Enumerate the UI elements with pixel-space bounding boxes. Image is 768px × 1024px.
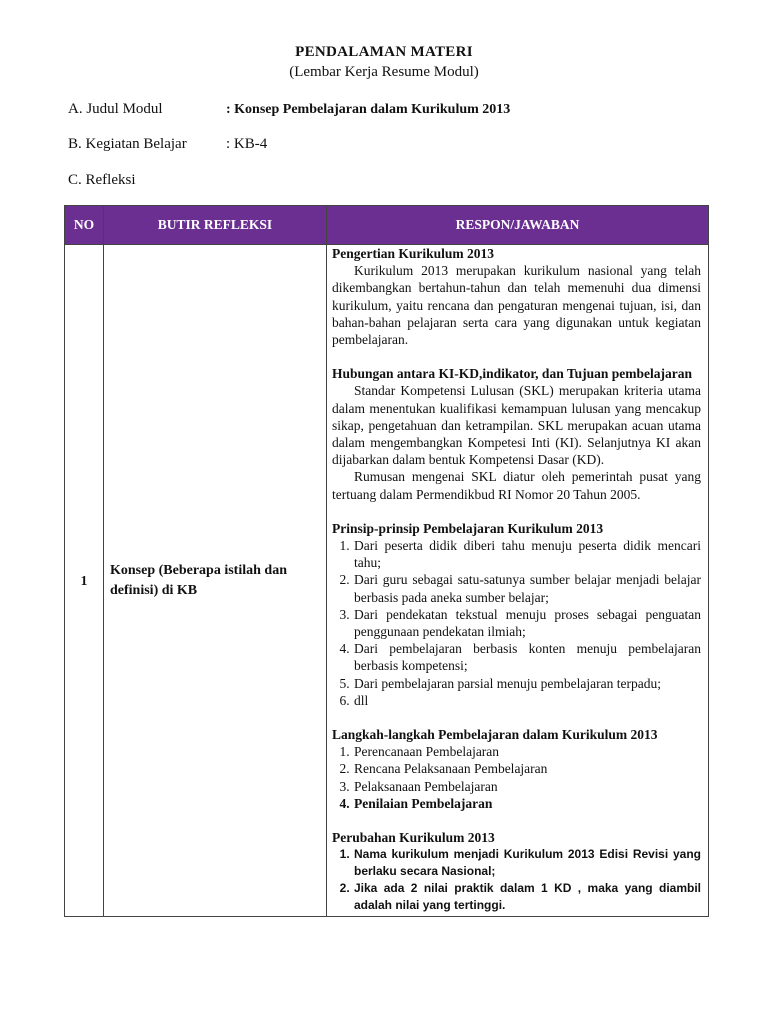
judul-value: : Konsep Pembelajaran dalam Kurikulum 2013 (226, 102, 511, 117)
table-header-row (65, 206, 709, 245)
section-title-hubungan: Hubungan antara KI-KD,indikator, dan Tujuan pembelajaran (332, 366, 692, 382)
perubahan-list (332, 846, 701, 914)
judul-label: A. Judul Modul (68, 101, 163, 117)
list-item: 4. Penilaian Pembelajaran (353, 795, 701, 812)
header-no: NO (65, 206, 104, 245)
list-item: 4. Dari pembelajaran berbasis konten menuju pembelajaran berbasis kompetensi; (353, 640, 701, 674)
page-title: PENDALAMAN MATERI (295, 44, 473, 60)
butir-refleksi-cell: Konsep (Beberapa istilah dan definisi) di KB (104, 245, 327, 917)
list-item: 5. Dari pembelajaran parsial menuju pembelajaran terpadu; (353, 675, 701, 692)
list-item: 1. Perencanaan Pembelajaran (353, 743, 701, 760)
section-title-perubahan: Perubahan Kurikulum 2013 (332, 830, 495, 846)
meta-judul-modul (68, 101, 510, 118)
list-item: 6. dll (353, 692, 701, 709)
refleksi-table (64, 205, 709, 917)
list-item: 2. Rencana Pelaksanaan Pembelajaran (353, 760, 701, 777)
list-item: 3. Dari pendekatan tekstual menuju proses sebagai penguatan penggunaan pendekatan ilmiah; (353, 606, 701, 640)
section-perubahan (332, 829, 701, 914)
list-item: 1. Dari peserta didik diberi tahu menuju peserta didik mencari tahu; (353, 537, 701, 571)
meta-kegiatan-belajar (68, 136, 267, 153)
kegiatan-label: B. Kegiatan Belajar (68, 136, 187, 152)
langkah-list (332, 743, 701, 812)
list-item: 2. Jika ada 2 nilai praktik dalam 1 KD , maka yang diambil adalah nilai yang tertinggi. (353, 880, 701, 914)
kegiatan-value: : KB-4 (226, 136, 268, 152)
prinsip-list (332, 537, 701, 709)
respon-cell (327, 245, 709, 917)
page-subtitle: (Lembar Kerja Resume Modul) (289, 64, 479, 80)
section-title-prinsip: Prinsip-prinsip Pembelajaran Kurikulum 2013 (332, 520, 604, 536)
table-row (65, 245, 709, 917)
section-title-langkah: Langkah-langkah Pembelajaran dalam Kurikulum 2013 (332, 727, 658, 743)
paragraph: Kurikulum 2013 merupakan kurikulum nasional yang telah dikembangkan bertahun-tahun dan telah memenuhi dua dimensi kurikulum, yaitu rencana dan pengaturan mengenai tujuan, isi, dan bahan-bahan pelajaran serta cara yang digunakan untuk kegiatan pembelajaran. (332, 263, 701, 348)
list-item: 2. Dari guru sebagai satu-satunya sumber belajar menjadi belajar berbasis pada aneka sumber belajar; (353, 571, 701, 605)
meta-refleksi (68, 172, 136, 189)
header-respon-jawaban: RESPON/JAWABAN (327, 206, 709, 245)
paragraph: Rumusan mengenai SKL diatur oleh pemerintah pusat yang tertuang dalam Permendikbud RI Nomor 20 Tahun 2005. (332, 469, 701, 502)
list-item: 1. Nama kurikulum menjadi Kurikulum 2013 Edisi Revisi yang berlaku secara Nasional; (353, 846, 701, 880)
paragraph: Standar Kompetensi Lulusan (SKL) merupakan kriteria utama dalam menentukan kualifikasi kemampuan lulusan yang mencakup sikap, pengetahuan dan ketrampilan. SKL merupakan acuan utama dalam mengembangkan Kompetesi Inti (KI). Selanjutnya KI akan dijabarkan dalam bentuk Kompetensi Dasar (KD). (332, 383, 701, 468)
header-butir-refleksi: BUTIR REFLEKSI (104, 206, 327, 245)
row-number: 1 (65, 245, 104, 917)
refleksi-label: C. Refleksi (68, 172, 136, 188)
section-title-pengertian: Pengertian Kurikulum 2013 (332, 246, 495, 261)
list-item: 3. Pelaksanaan Pembelajaran (353, 778, 701, 795)
